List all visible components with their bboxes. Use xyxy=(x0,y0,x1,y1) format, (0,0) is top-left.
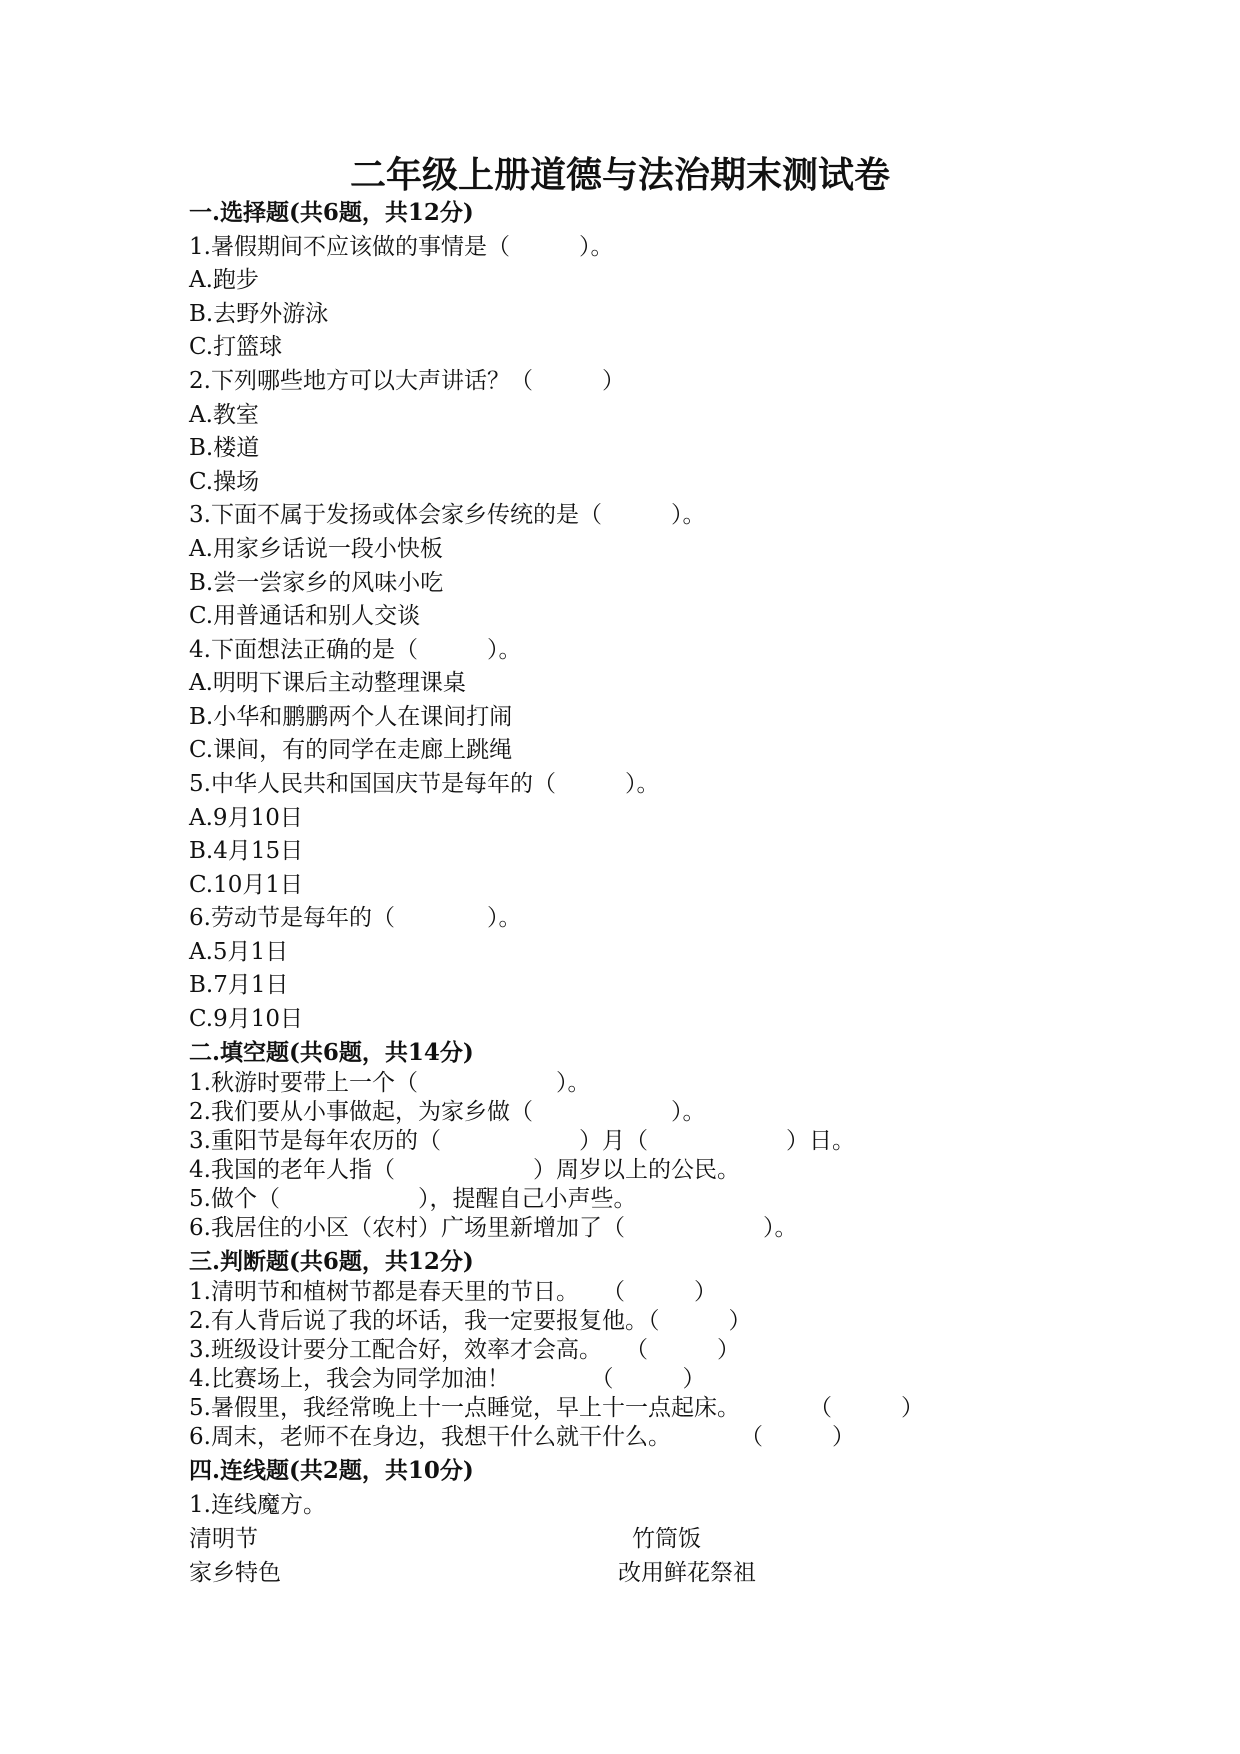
fill-blank-item: 6.我居住的小区（农村）广场里新增加了（ ）。 xyxy=(189,1215,798,1241)
answer-option: C.课间，有的同学在走廊上跳绳 xyxy=(189,737,513,763)
answer-option: C.打篮球 xyxy=(189,334,283,360)
answer-option: C.操场 xyxy=(189,469,260,495)
answer-option: B.尝一尝家乡的风味小吃 xyxy=(189,570,444,596)
true-false-item: 3.班级设计要分工配合好，效率才会高。 （ ） xyxy=(189,1337,740,1363)
answer-option: A.明明下课后主动整理课桌 xyxy=(189,670,466,696)
answer-option: B.7月1日 xyxy=(189,972,289,998)
section-heading-matching: 四.连线题(共2题，共10分) xyxy=(189,1457,474,1484)
answer-option: B.4月15日 xyxy=(189,838,304,864)
answer-option: A.9月10日 xyxy=(189,805,303,831)
question-stem: 1.暑假期间不应该做的事情是（ ）。 xyxy=(189,234,614,260)
section-heading-true-false: 三.判断题(共6题，共12分) xyxy=(189,1248,474,1275)
answer-option: C.10月1日 xyxy=(189,872,303,898)
section-heading-fill-blank: 二.填空题(共6题，共14分) xyxy=(189,1039,474,1066)
answer-option: B.小华和鹏鹏两个人在课间打闹 xyxy=(189,704,513,730)
page-title: 二年级上册道德与法治期末测试卷 xyxy=(349,154,890,196)
true-false-item: 1.清明节和植树节都是春天里的节日。 （ ） xyxy=(189,1279,717,1305)
answer-option: A.用家乡话说一段小快板 xyxy=(189,536,443,562)
true-false-item: 4.比赛场上，我会为同学加油！ （ ） xyxy=(189,1366,706,1392)
answer-option: B.去野外游泳 xyxy=(189,301,329,327)
matching-left-item: 清明节 xyxy=(189,1526,258,1552)
answer-option: B.楼道 xyxy=(189,435,260,461)
matching-left-item: 家乡特色 xyxy=(189,1560,281,1586)
fill-blank-item: 3.重阳节是每年农历的（ ）月（ ）日。 xyxy=(189,1128,855,1154)
matching-right-item: 竹筒饭 xyxy=(632,1526,701,1552)
section-heading-choice: 一.选择题(共6题，共12分) xyxy=(189,199,474,226)
true-false-item: 6.周末，老师不在身边，我想干什么就干什么。 （ ） xyxy=(189,1424,855,1450)
answer-option: C.用普通话和别人交谈 xyxy=(189,603,421,629)
true-false-item: 2.有人背后说了我的坏话，我一定要报复他。（ ） xyxy=(189,1308,752,1334)
matching-question-stem: 1.连线魔方。 xyxy=(189,1492,326,1518)
question-stem: 2.下列哪些地方可以大声讲话？（ ） xyxy=(189,368,625,394)
answer-option: C.9月10日 xyxy=(189,1006,303,1032)
answer-option: A.跑步 xyxy=(189,267,259,293)
fill-blank-item: 2.我们要从小事做起，为家乡做（ ）。 xyxy=(189,1099,706,1125)
question-stem: 5.中华人民共和国国庆节是每年的（ ）。 xyxy=(189,771,660,797)
true-false-item: 5.暑假里，我经常晚上十一点睡觉，早上十一点起床。 （ ） xyxy=(189,1395,924,1421)
fill-blank-item: 4.我国的老年人指（ ）周岁以上的公民。 xyxy=(189,1157,740,1183)
answer-option: A.5月1日 xyxy=(189,939,289,965)
question-stem: 6.劳动节是每年的（ ）。 xyxy=(189,905,522,931)
fill-blank-item: 5.做个（ ），提醒自己小声些。 xyxy=(189,1186,637,1212)
question-stem: 4.下面想法正确的是（ ）。 xyxy=(189,637,522,663)
answer-option: A.教室 xyxy=(189,402,259,428)
question-stem: 3.下面不属于发扬或体会家乡传统的是（ ）。 xyxy=(189,502,706,528)
fill-blank-item: 1.秋游时要带上一个（ ）。 xyxy=(189,1070,591,1096)
matching-right-item: 改用鲜花祭祖 xyxy=(618,1560,756,1586)
